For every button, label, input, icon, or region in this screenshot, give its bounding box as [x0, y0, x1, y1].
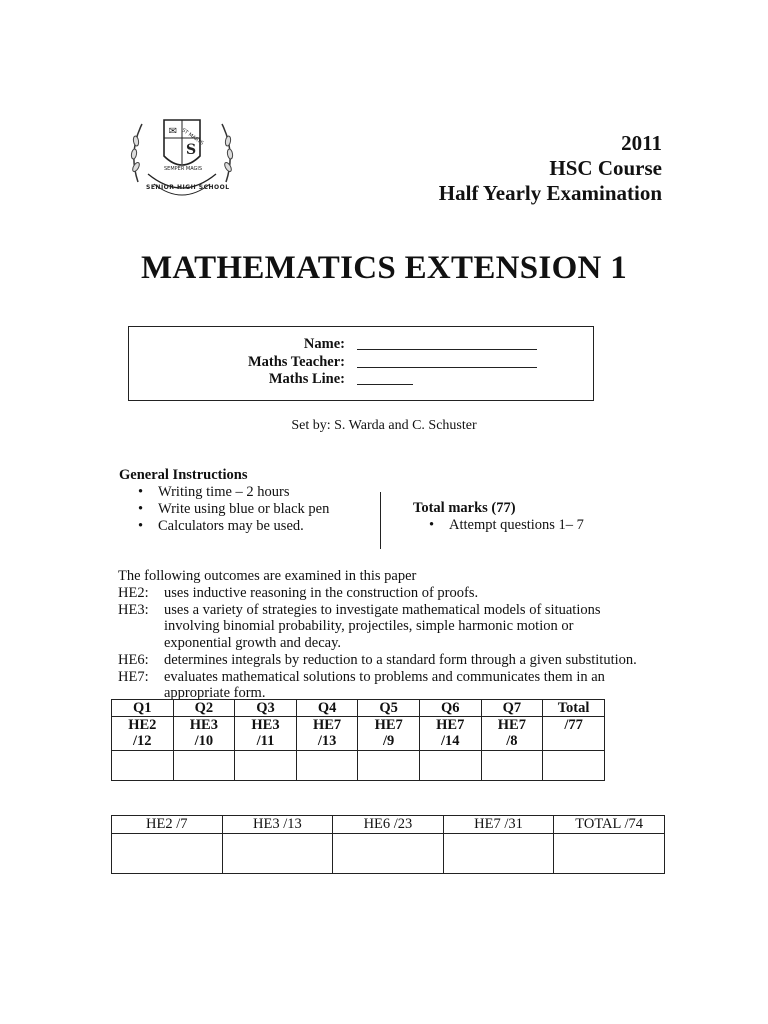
- question-outcome-cell: HE7 /8: [481, 717, 543, 751]
- instruction-item: • Calculators may be used.: [132, 518, 329, 535]
- score-entry-cell[interactable]: [543, 751, 605, 781]
- outcome-text: uses inductive reasoning in the construction of proofs.: [164, 585, 479, 601]
- instruction-item: • Write using blue or black pen: [132, 501, 329, 518]
- outcome-text: exponential growth and decay.: [164, 635, 342, 651]
- question-outcome-cell: HE3 /11: [235, 717, 297, 751]
- outcome-score-cell[interactable]: [333, 834, 444, 874]
- student-details-box: [128, 326, 594, 401]
- name-field[interactable]: [357, 349, 537, 350]
- school-crest-logo: [128, 112, 236, 202]
- set-by: Set by: S. Warda and C. Schuster: [291, 418, 477, 433]
- total-marks-heading: Total marks (77): [413, 500, 516, 516]
- question-outcome-cell: HE2 /12: [112, 717, 174, 751]
- score-entry-cell[interactable]: [296, 751, 358, 781]
- score-entry-cell[interactable]: [173, 751, 235, 781]
- line-label: Maths Line:: [268, 371, 345, 387]
- outcome-text: appropriate form.: [164, 685, 266, 701]
- outcomes-intro: The following outcomes are examined in this paper: [118, 568, 417, 584]
- question-header: Q1: [112, 700, 174, 717]
- outcome-total-header: HE6 /23: [333, 816, 444, 834]
- exam-year: 2011: [621, 131, 662, 155]
- outcome-total-header: HE3 /13: [222, 816, 333, 834]
- page-title: MATHEMATICS EXTENSION 1: [140, 250, 628, 286]
- teacher-label: Maths Teacher:: [247, 354, 345, 370]
- total-marks-item: • Attempt questions 1– 7: [423, 517, 584, 534]
- instructions-divider: [380, 492, 381, 549]
- outcome-text: uses a variety of strategies to investigate mathematical models of situations: [164, 602, 601, 618]
- teacher-field[interactable]: [357, 367, 537, 368]
- score-entry-cell[interactable]: [235, 751, 297, 781]
- outcome-text: evaluates mathematical solutions to problems and communicates them in an: [164, 669, 605, 685]
- instructions-heading: General Instructions: [119, 467, 248, 483]
- outcome-score-cell[interactable]: [554, 834, 665, 874]
- svg-text:S: S: [185, 142, 197, 158]
- total-marks-section: [413, 500, 584, 534]
- score-entry-cell[interactable]: [419, 751, 481, 781]
- question-header: Q7: [481, 700, 543, 717]
- crest-text-top: ST MARYS: [180, 127, 205, 147]
- question-outcome-cell: HE3 /10: [173, 717, 235, 751]
- outcome-score-cell[interactable]: [443, 834, 554, 874]
- question-header: Q4: [296, 700, 358, 717]
- exam-name: Half Yearly Examination: [438, 181, 662, 205]
- score-entry-cell[interactable]: [112, 751, 174, 781]
- crest-text-bottom: SENIOR HIGH SCHOOL: [146, 184, 230, 191]
- outcome-code: HE2:: [118, 585, 149, 601]
- question-header: Q2: [173, 700, 235, 717]
- outcome-score-cell[interactable]: [112, 834, 223, 874]
- score-entry-cell[interactable]: [358, 751, 420, 781]
- course-name: HSC Course: [549, 156, 662, 180]
- question-outcome-cell: HE7 /13: [296, 717, 358, 751]
- instruction-item: • Writing time – 2 hours: [132, 484, 329, 501]
- crest-motto: SEMPER MAGIS: [164, 166, 203, 172]
- question-header: Q6: [419, 700, 481, 717]
- question-header: Q5: [358, 700, 420, 717]
- question-header: Total: [543, 700, 605, 717]
- outcome-total-header: HE2 /7: [112, 816, 223, 834]
- svg-text:✉: ✉: [168, 126, 178, 137]
- question-marks-table: [111, 699, 605, 781]
- outcome-text: determines integrals by reduction to a standard form through a given substitution.: [164, 652, 637, 668]
- line-field[interactable]: [357, 384, 413, 385]
- question-header: Q3: [235, 700, 297, 717]
- outcome-total-header: TOTAL /74: [554, 816, 665, 834]
- question-outcome-cell: HE7 /14: [419, 717, 481, 751]
- question-outcome-cell: HE7 /9: [358, 717, 420, 751]
- general-instructions: [119, 467, 329, 535]
- score-entry-cell[interactable]: [481, 751, 543, 781]
- name-label: Name:: [303, 336, 345, 352]
- outcome-code: HE7:: [118, 669, 149, 685]
- outcomes-section: [118, 568, 658, 701]
- outcome-totals-table: [111, 815, 665, 874]
- outcome-score-cell[interactable]: [222, 834, 333, 874]
- outcome-code: HE6:: [118, 652, 149, 668]
- outcome-total-header: HE7 /31: [443, 816, 554, 834]
- total-marks-cell: /77: [543, 717, 605, 751]
- outcome-text: involving binomial probability, projectiles, simple harmonic motion or: [164, 618, 574, 634]
- outcome-code: HE3:: [118, 602, 149, 618]
